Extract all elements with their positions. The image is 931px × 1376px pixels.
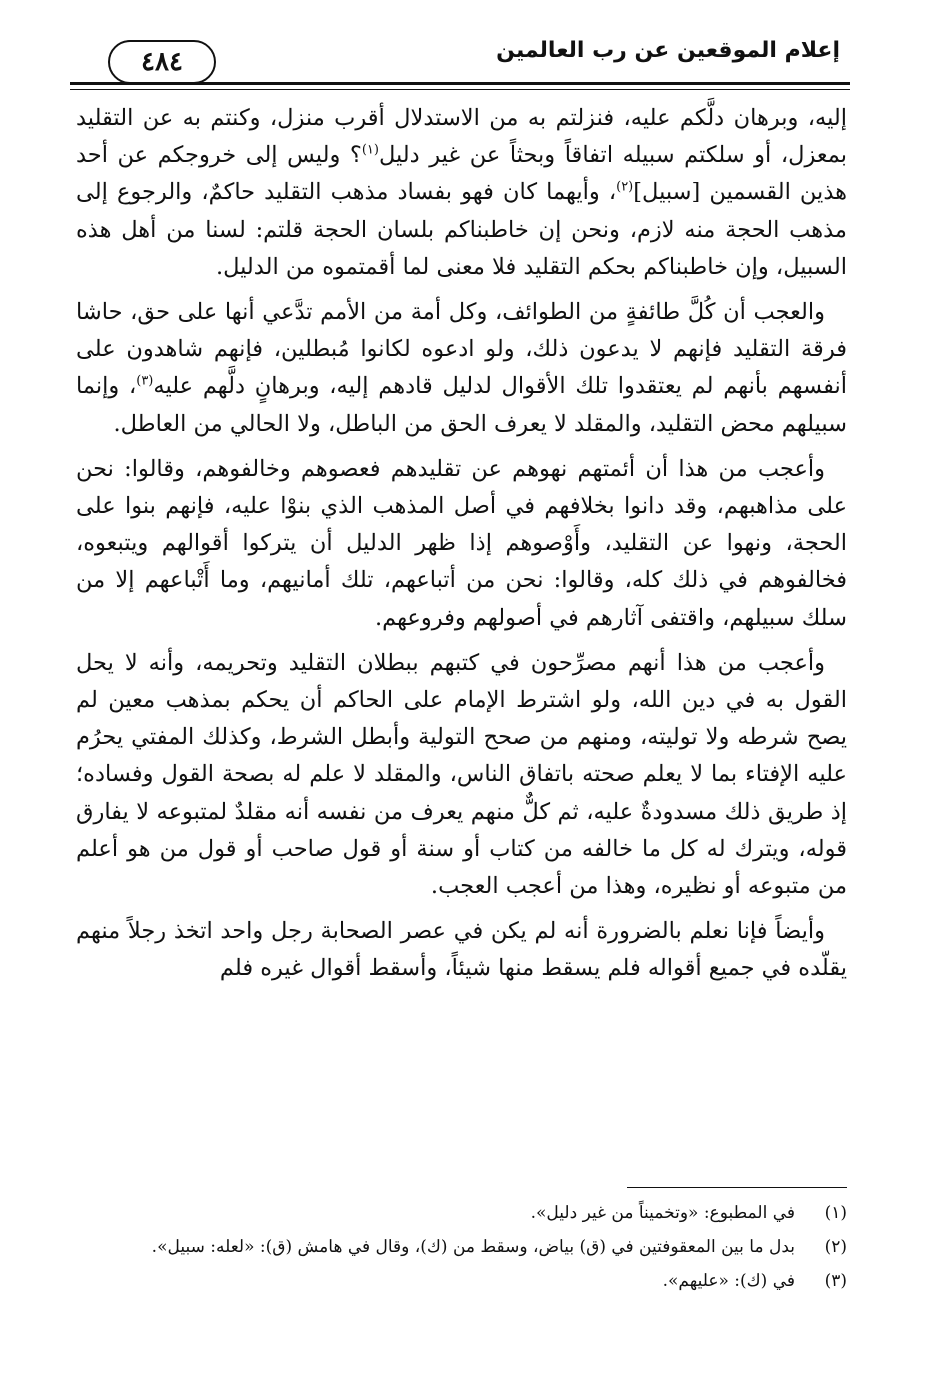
paragraph [76, 100, 847, 286]
paragraph-text: وأعجب من هذا أنهم مصرِّحون في كتبهم ببطلان التقليد وتحريمه، وأنه لا يحل القول به في دين الله، ولو اشترط الإمام على الحاكم أن يحكم بمذهب معين لم يصح شرطه ولا توليته، ومنهم من صحح التولية وأبطل الشرط، وكذلك المفتي يحرُم عليه الإفتاء بما لا يعلم صحته باتفاق الناس، والمقلد لا علم له بصحة القول وفساده؛ إذ طريق ذلك مسدودةٌ عليه، ثم كلٌّ منهم يعرف من نفسه أنه مقلدٌ لمتبوعه لا يفارق قوله، ويترك له كل ما خالفه من كتاب أو سنة أو قول صاحب أو قول من هو أعلم من متبوعه أو نظيره، وهذا من أعجب العجب. [76, 649, 847, 900]
paragraph-text: والعجب أن كُلَّ طائفةٍ من الطوائف، وكل أمة من الأمم تدَّعي أنها على حق، حاشا فرقة التقليد فإنهم لا يدعون ذلك، ولو ادعوه لكانوا مُبطلين، فإنهم شاهدون على أنفسهم بأنهم لم يعتقدوا تلك الأقوال لدليل قادهم إليه، وبرهانٍ دلَّهم عليه [76, 299, 847, 400]
paragraph [76, 913, 847, 987]
footnotes [76, 1196, 847, 1298]
footnote-text: بدل ما بين المعقوفتين في (ق) بياض، وسقط من (ك)، وقال في هامش (ق): «لعله: سبيل». [151, 1237, 795, 1257]
footnote-text: في المطبوع: «وتخميناً من غير دليل». [530, 1203, 795, 1223]
footnote [76, 1230, 847, 1264]
footnote [76, 1264, 847, 1298]
footnote-number: (٣) [824, 1271, 847, 1291]
footnote-reference[interactable]: (١) [361, 142, 379, 158]
footnote-reference[interactable]: (٣) [136, 373, 154, 389]
footnote-number: (١) [824, 1203, 847, 1223]
paragraph [76, 645, 847, 905]
header-rule-thin [70, 89, 850, 90]
paragraph-text: وأعجب من هذا أن أئمتهم نهوهم عن تقليدهم فعصوهم وخالفوهم، وقالوا: نحن على مذاهبهم، وقد دانوا بخلافهم في أصل المذهب الذي بنوْا عليه، فإنهم بنوا على الحجة، ونهوا عن التقليد، وأَوْصوهم إذا ظهر الدليل أن يتركوا أقوالهم ويتبعوه، فخالفوهم في ذلك كله، وقالوا: نحن من أتباعهم، تلك أمانيهم، وما أَتْباعهم إلا من سلك سبيلهم، واقتفى آثارهم في أصولهم وفروعهم. [76, 455, 847, 631]
footnote-reference[interactable]: (٢) [616, 179, 634, 195]
page-header [70, 30, 850, 90]
page-number: ٤٨٤ [108, 40, 216, 84]
paragraph-text: إليه، وبرهان دلَّكم عليه، فنزلتم به من الاستدلال أقرب منزل، وكنتم به عن التقليد بمعزل، أو سلكتم سبيله اتفاقاً وبحثاً عن غير دليل [76, 105, 847, 169]
footnote-number: (٢) [824, 1237, 847, 1257]
footnote-separator [627, 1187, 847, 1188]
paragraph-text: ، وأيهما كان فهو بفساد مذهب التقليد حاكمٌ، والرجوع إلى مذهب الحجة منه لازم، ونحن إن خاطبناكم بلسان الحجة قلتم: لسنا من أهل هذه السبيل، وإن خاطبناكم بحكم التقليد فلا معنى لما أقمتموه من الدليل. [76, 179, 847, 280]
main-text [76, 100, 847, 996]
paragraph-text: وأيضاً فإنا نعلم بالضرورة أنه لم يكن في عصر الصحابة رجل واحد اتخذ رجلاً منهم يقلّده في جميع أقواله فلم يسقط منها شيئاً، وأسقط أقوال غيره فلم [76, 918, 847, 982]
paragraph [76, 451, 847, 637]
paragraph [76, 294, 847, 443]
book-title: إعلام الموقعين عن رب العالمين [496, 38, 840, 63]
paragraph-text: ، وإنما سبيلهم محض التقليد، والمقلد لا يعرف الحق من الباطل، ولا الحالي من العاطل. [76, 373, 847, 437]
footnote [76, 1196, 847, 1230]
footnote-text: في (ك): «عليهم». [662, 1271, 795, 1291]
paragraph-text: ؟ وليس إلى خروجكم عن أحد هذين القسمين [سبيل] [76, 142, 847, 206]
